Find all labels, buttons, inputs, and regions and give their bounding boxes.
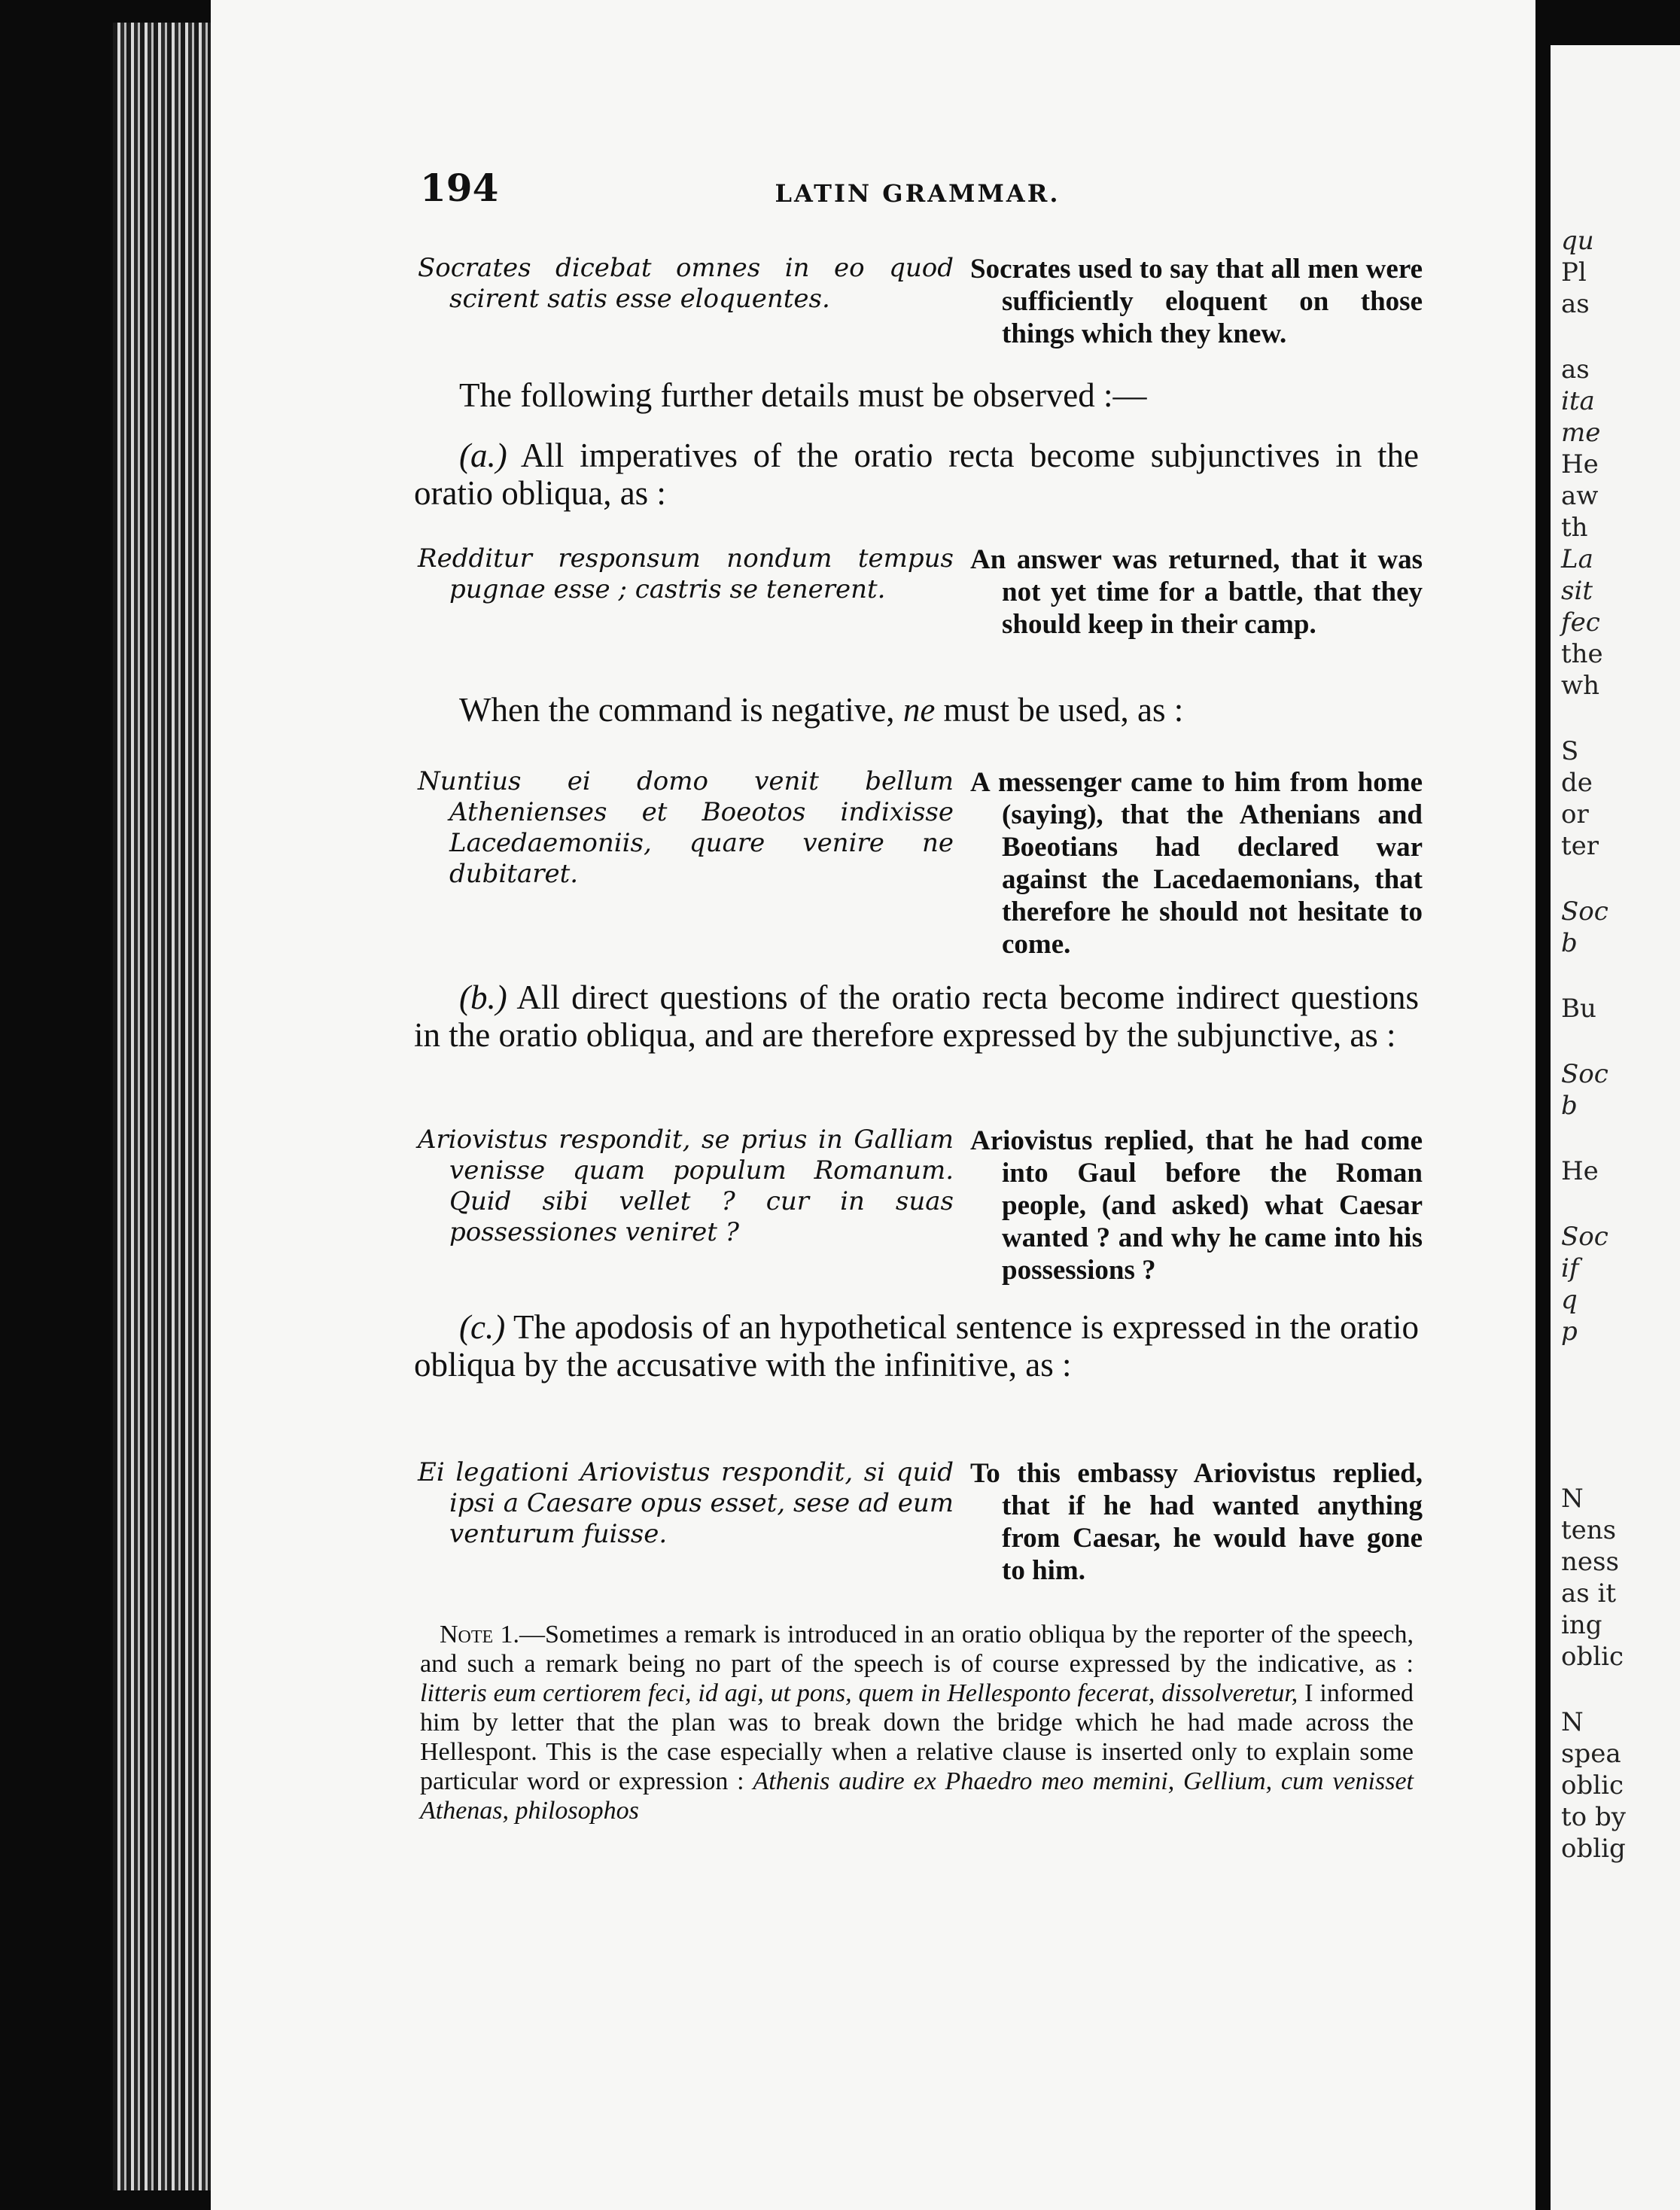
paragraph-a: [414, 437, 1419, 512]
facing-page-line: th: [1561, 513, 1588, 543]
paragraph-text: The apodosis of an hypothetical sentence is expressed in the oratio obliqua by the accusative with the infinitive, as :: [414, 1308, 1419, 1384]
facing-page-line: Soc: [1561, 1222, 1608, 1252]
facing-page-line: me: [1561, 418, 1601, 448]
facing-page-line: Soc: [1561, 1059, 1608, 1089]
latin-example: Ei legationi Ariovistus respondit, si quid ipsi a Caesare opus esset, sese ad eum venturum fuisse.: [418, 1457, 954, 1549]
facing-page-line: S: [1561, 736, 1579, 766]
english-translation: An answer was returned, that it was not yet time for a battle, that they should keep in their camp.: [970, 544, 1423, 640]
page-header: [420, 166, 1415, 211]
example-2: [418, 543, 1423, 641]
facing-page-line: p: [1561, 1317, 1578, 1347]
facing-page-line: tens: [1561, 1515, 1617, 1545]
facing-page-line: N: [1561, 1484, 1584, 1514]
paragraph-b: [414, 979, 1419, 1054]
facing-page-line: He: [1561, 449, 1599, 479]
facing-page-line: ita: [1561, 386, 1595, 416]
book-edge: [113, 23, 218, 2190]
facing-page-line: q: [1561, 1285, 1578, 1315]
paragraph-text: must be used, as :: [943, 691, 1184, 729]
facing-page-line: if: [1561, 1253, 1579, 1283]
paragraph-text: All direct questions of the oratio recta become indirect questions in the oratio obliqua, and are therefore expressed by the subjunctive, as :: [414, 979, 1419, 1054]
facing-page-line: He: [1561, 1156, 1599, 1186]
paragraph-c: [414, 1308, 1419, 1384]
facing-page-line: fec: [1561, 607, 1600, 638]
note-1: [420, 1620, 1414, 1825]
english-translation: A messenger came to him from home (saying), that the Athenians and Boeotians had declared war against the Lacedaemonians, that therefore he should not hesitate to come.: [970, 767, 1423, 960]
paragraph-text: When the command is negative,: [459, 691, 895, 729]
facing-page-line: b: [1561, 1091, 1578, 1121]
facing-page-line: oblic: [1561, 1770, 1624, 1801]
facing-page-line: as: [1561, 289, 1590, 319]
facing-page-line: the: [1561, 639, 1603, 669]
english-translation: Ariovistus replied, that he had come into Gaul before the Roman people, (and asked) what Caesar wanted ? and why he came into his possessions ?: [970, 1125, 1423, 1286]
facing-page-line: ing: [1561, 1610, 1602, 1640]
facing-page-fragment: [1551, 45, 1680, 2210]
example-1: [418, 253, 1423, 350]
note-latin: litteris eum certiorem feci, id agi, ut pons, quem in Hellesponto fecerat, dissolveretur,: [420, 1679, 1298, 1707]
example-4: [418, 1125, 1423, 1286]
facing-page-line: spea: [1561, 1739, 1621, 1769]
facing-page-line: qu: [1561, 226, 1594, 256]
latin-example: Redditur responsum nondum tempus pugnae esse ; castris se tenerent.: [418, 543, 954, 604]
facing-page-line: aw: [1561, 481, 1599, 511]
facing-page-line: Soc: [1561, 896, 1608, 927]
example-5: [418, 1457, 1423, 1587]
page-number: 194: [420, 166, 499, 210]
emphasis-word: ne: [902, 691, 936, 729]
facing-page-line: to by: [1561, 1802, 1626, 1832]
facing-page-line: b: [1561, 928, 1578, 958]
running-head: LATIN GRAMMAR.: [775, 179, 1061, 208]
paragraph-text: All imperatives of the oratio recta become subjunctives in the oratio obliqua, as :: [414, 437, 1419, 512]
paragraph-negative: [414, 691, 1419, 729]
facing-page-line: Bu: [1561, 994, 1596, 1024]
english-translation: To this embassy Ariovistus replied, that if he had wanted anything from Caesar, he would have gone to him.: [970, 1458, 1423, 1586]
intro-text: The following further details must be observed :—: [459, 376, 1147, 414]
facing-page-line: as it: [1561, 1578, 1617, 1609]
facing-page-line: oblic: [1561, 1642, 1624, 1672]
note-label: Note 1.: [440, 1621, 519, 1648]
facing-page-line: as: [1561, 355, 1590, 385]
facing-page-line: or: [1561, 799, 1589, 830]
note-text: I informed him by letter that the plan was to break down the bridge which he had made across the Hellespont. This is the case especially when a relative clause is inserted only to explain some particular word or expression :: [420, 1679, 1414, 1795]
paragraph-label: (a.): [459, 437, 507, 474]
facing-page-line: La: [1561, 544, 1593, 574]
facing-page-line: Pl: [1561, 257, 1587, 288]
note-text: —Sometimes a remark is introduced in an oratio obliqua by the reporter of the speech, and such a remark being no part of the speech is of course expressed by the indicative, as :: [420, 1621, 1414, 1678]
facing-page-line: oblig: [1561, 1834, 1626, 1864]
facing-page-line: N: [1561, 1707, 1584, 1737]
paragraph-label: (b.): [459, 979, 507, 1016]
example-3: [418, 766, 1423, 960]
facing-page-line: de: [1561, 768, 1593, 798]
paragraph-intro: [414, 376, 1419, 414]
facing-page-line: ter: [1561, 831, 1599, 861]
paragraph-label: (c.): [459, 1308, 506, 1346]
facing-page-line: wh: [1561, 671, 1599, 701]
facing-page-line: sit: [1561, 576, 1593, 606]
english-translation: Socrates used to say that all men were sufficiently eloquent on those things which they knew.: [970, 254, 1423, 349]
note-latin: Athenis audire ex Phaedro meo memini, Gellium, cum venisset Athenas, philosophos: [420, 1767, 1414, 1825]
facing-page-line: ness: [1561, 1547, 1619, 1577]
latin-example: Nuntius ei domo venit bellum Athenienses et Boeotos indixisse Lacedaemoniis, quare venire ne dubitaret.: [418, 766, 954, 889]
latin-example: Socrates dicebat omnes in eo quod scirent satis esse eloquentes.: [418, 253, 954, 314]
latin-example: Ariovistus respondit, se prius in Galliam venisse quam populum Romanum. Quid sibi vellet ? cur in suas possessiones veniret ?: [418, 1125, 954, 1247]
